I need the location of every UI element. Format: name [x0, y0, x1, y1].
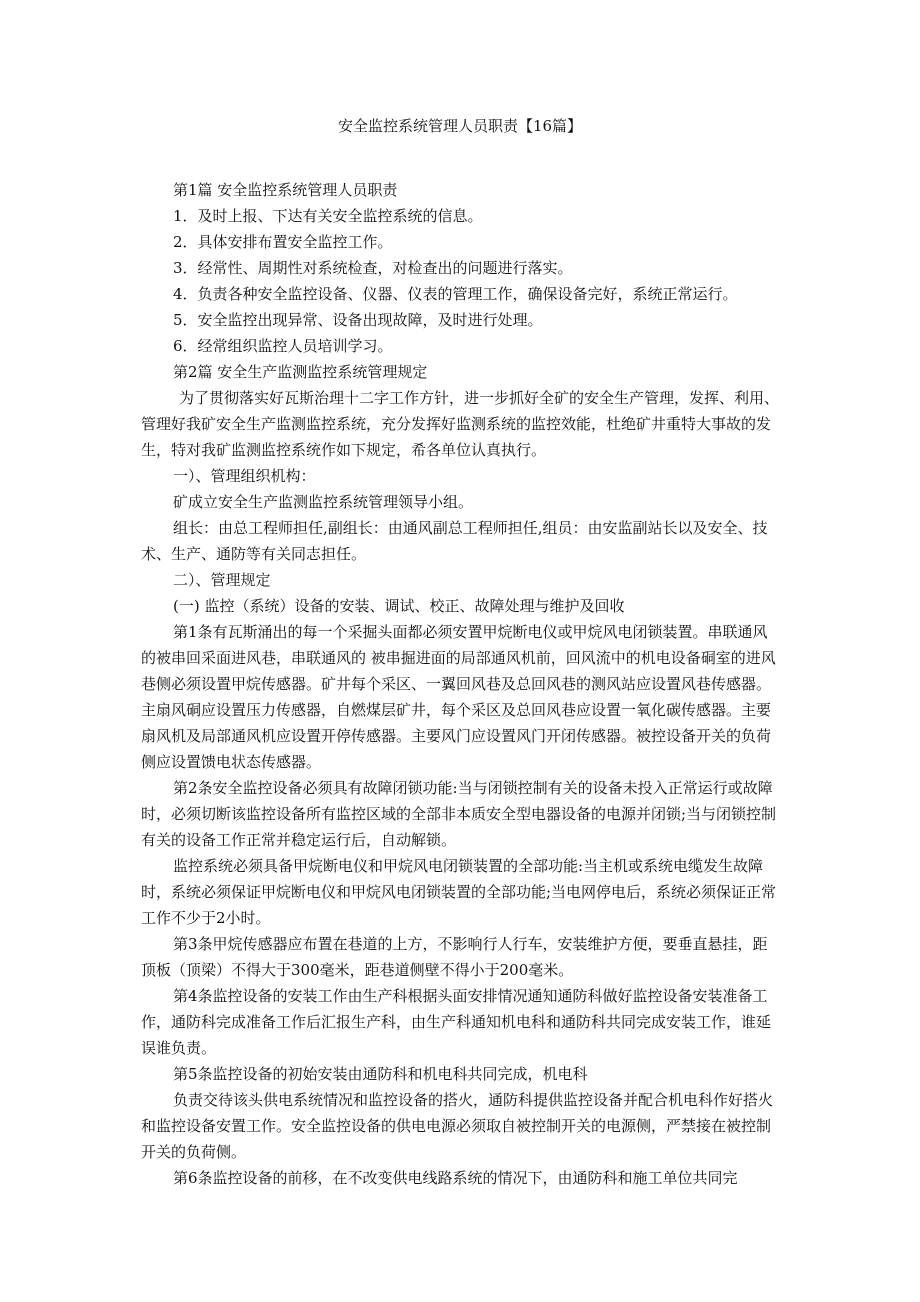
subheading: (一) 监控（系统）设备的安装、调试、校正、故障处理与维护及回收: [173, 597, 625, 615]
list-item: 3．经常性、周期性对系统检查，对检查出的问题进行落实。: [173, 259, 573, 277]
section-heading: 第1篇 安全监控系统管理人员职责: [173, 181, 398, 199]
list-item: 2．具体安排布置安全监控工作。: [173, 233, 393, 251]
paragraph: 第5条监控设备的初始安装由通防科和机电科共同完成，机电科: [173, 1065, 588, 1083]
paragraph: 第3条甲烷传感器应布置在巷道的上方，不影响行人行车，安装维护方便，要垂直悬挂，距顶板（顶梁）不得大于300毫米，距巷道侧壁不得小于200毫米。: [141, 935, 768, 979]
paragraph: 第4条监控设备的安装工作由生产科根据头面安排情况通知通防科做好监控设备安装准备工作，通防科完成准备工作后汇报生产科，由生产科通知机电科和通防科共同完成安装工作，谁延误谁负责。: [141, 987, 772, 1057]
paragraph: 矿成立安全生产监测监控系统管理领导小组。: [173, 493, 474, 511]
subheading: 一）、管理组织机构：: [173, 467, 316, 485]
document-title: 安全监控系统管理人员职责【16篇】: [337, 117, 583, 135]
section-heading: 第2篇 安全生产监测监控系统管理规定: [173, 363, 428, 381]
paragraph: 第6条监控设备的前移，在不改变供电线路系统的情况下，由通防科和施工单位共同完: [173, 1169, 738, 1187]
paragraph: 第2条安全监控设备必须具有故障闭锁功能:当与闭锁控制有关的设备未投入正常运行或故障时，必须切断该监控设备所有监控区域的全部非本质安全型电器设备的电源并闭锁;当与闭锁控制有关的设备工作正常并稳定运行后，自动解锁。: [141, 779, 777, 849]
paragraph: 组长：由总工程师担任,副组长：由通风副总工程师担任,组员：由安监副站长以及安全、技术、生产、通防等有关同志担任。: [141, 519, 768, 563]
paragraph: 为了贯彻落实好瓦斯治理十二字工作方针，进一步抓好全矿的安全生产管理，发挥、利用、管理好我矿安全生产监测监控系统，充分发挥好监测系统的监控效能，杜绝矿井重特大事故的发生，特对我矿监测监控系统作如下规定，希各单位认真执行。: [141, 389, 780, 459]
subheading: 二）、管理规定: [173, 571, 271, 589]
list-item: 4．负责各种安全监控设备、仪器、仪表的管理工作，确保设备完好，系统正常运行。: [173, 285, 738, 303]
list-item: 6．经常组织监控人员培训学习。: [173, 337, 393, 355]
list-item: 1．及时上报、下达有关安全监控系统的信息。: [173, 207, 483, 225]
paragraph: 负责交待该头供电系统情况和监控设备的搭火，通防科提供监控设备并配合机电科作好搭火和监控设备安置工作。安全监控设备的供电电源必须取自被控制开关的电源侧，严禁接在被控制开关的负荷侧。: [141, 1091, 774, 1161]
paragraph: 监控系统必须具备甲烷断电仪和甲烷风电闭锁装置的全部功能:当主机或系统电缆发生故障时，系统必须保证甲烷断电仪和甲烷风电闭锁装置的全部功能;当电网停电后，系统必须保证正常工作不少于2小时。: [141, 857, 777, 927]
list-item: 5．安全监控出现异常、设备出现故障，及时进行处理。: [173, 311, 543, 329]
document-body: [141, 177, 781, 1191]
paragraph: 第1条有瓦斯涌出的每一个采掘头面都必须安置甲烷断电仪或甲烷风电闭锁装置。串联通风的被串回采面进风巷，串联通风的 被串掘进面的局部通风机前，回风流中的机电设备硐室的进风巷侧必须设置甲烷传感器。矿井每个采区、一翼回风巷及总回风巷的测风站应设置风巷传感器。主扇风硐应设置压力传感器，自燃煤层矿井，每个采区及总回风巷应设置一氧化碳传感器。主要扇风机及局部通风机应设置开停传感器。主要风门应设置风门开闭传感器。被控设备开关的负荷侧应设置馈电状态传感器。: [141, 623, 776, 771]
